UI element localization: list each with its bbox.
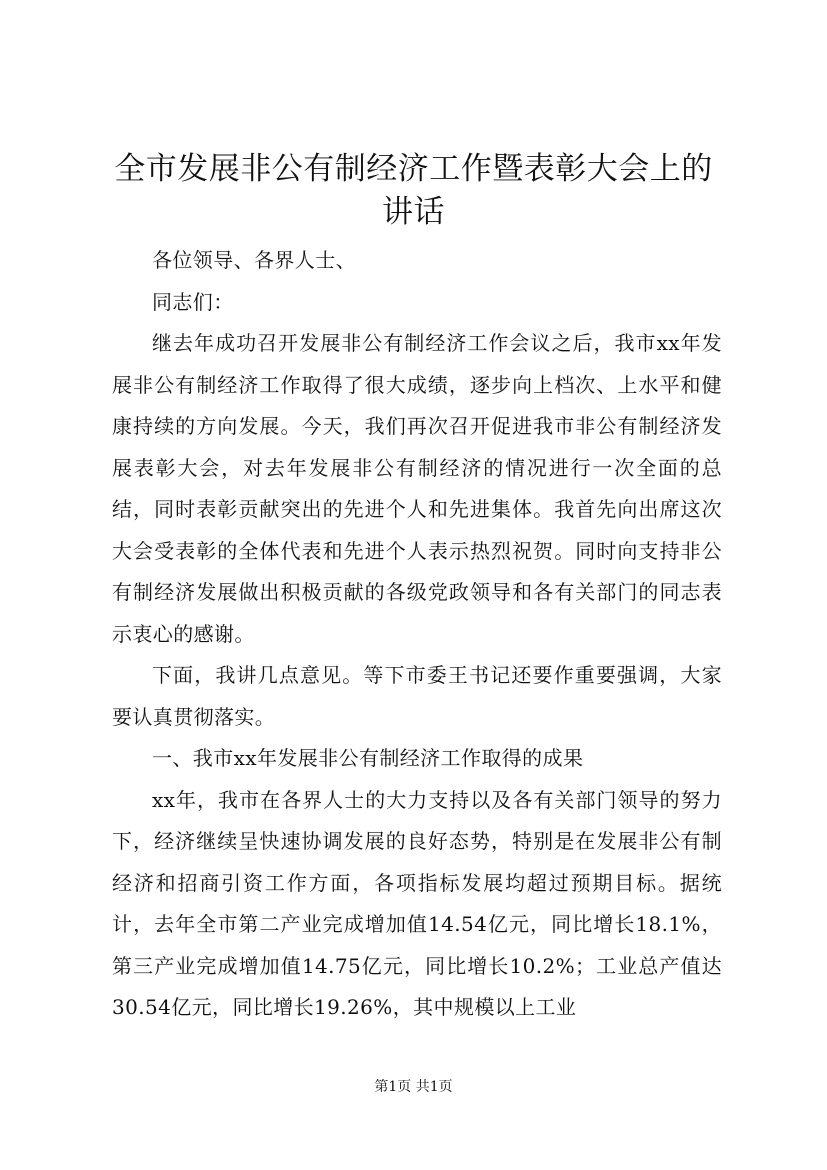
paragraph-intro: 继去年成功召开发展非公有制经济工作会议之后，我市xx年发展非公有制经济工作取得了很大成绩，逐步向上档次、上水平和健康持续的方向发展。今天，我们再次召开促进我市非公有制经济发展表彰大会，对去年发展非公有制经济的情况进行一次全面的总结，同时表彰贡献突出的先进个人和先进集体。我首先向出席这次大会受表彰的全体代表和先进个人表示热烈祝贺。同时向支持非公有制经济发展做出积极贡献的各级党政领导和各有关部门的同志表示衷心的感谢。 — [112, 331, 722, 646]
section-heading-1: 一、我市xx年发展非公有制经济工作取得的成果 — [152, 746, 584, 770]
salutation-comrades: 同志们： — [152, 289, 234, 314]
page-footer: 第1页 共1页 — [374, 1079, 453, 1095]
paragraph-achievements: xx年，我市在各界人士的大力支持以及各有关部门领导的努力下，经济继续呈快速协调发展的良好态势，特别是在发展非公有制经济和招商引资工作方面，各项指标发展均超过预期目标。据统计，去年全市第二产业完成增加值14.54亿元，同比增长18.1%，第三产业完成增加值14.75亿元，同比增长10.2%；工业总产值达30.54亿元，同比增长19.26%，其中规模以上工业 — [112, 787, 722, 1019]
document-title: 全市发展非公有制经济工作暨表彰大会上的讲话 — [114, 151, 713, 230]
document-body — [112, 240, 722, 1029]
salutation-leaders: 各位领导、各界人士、 — [152, 248, 356, 272]
paragraph-opinions: 下面，我讲几点意见。等下市委王书记还要作重要强调，大家要认真贯彻落实。 — [112, 663, 722, 729]
